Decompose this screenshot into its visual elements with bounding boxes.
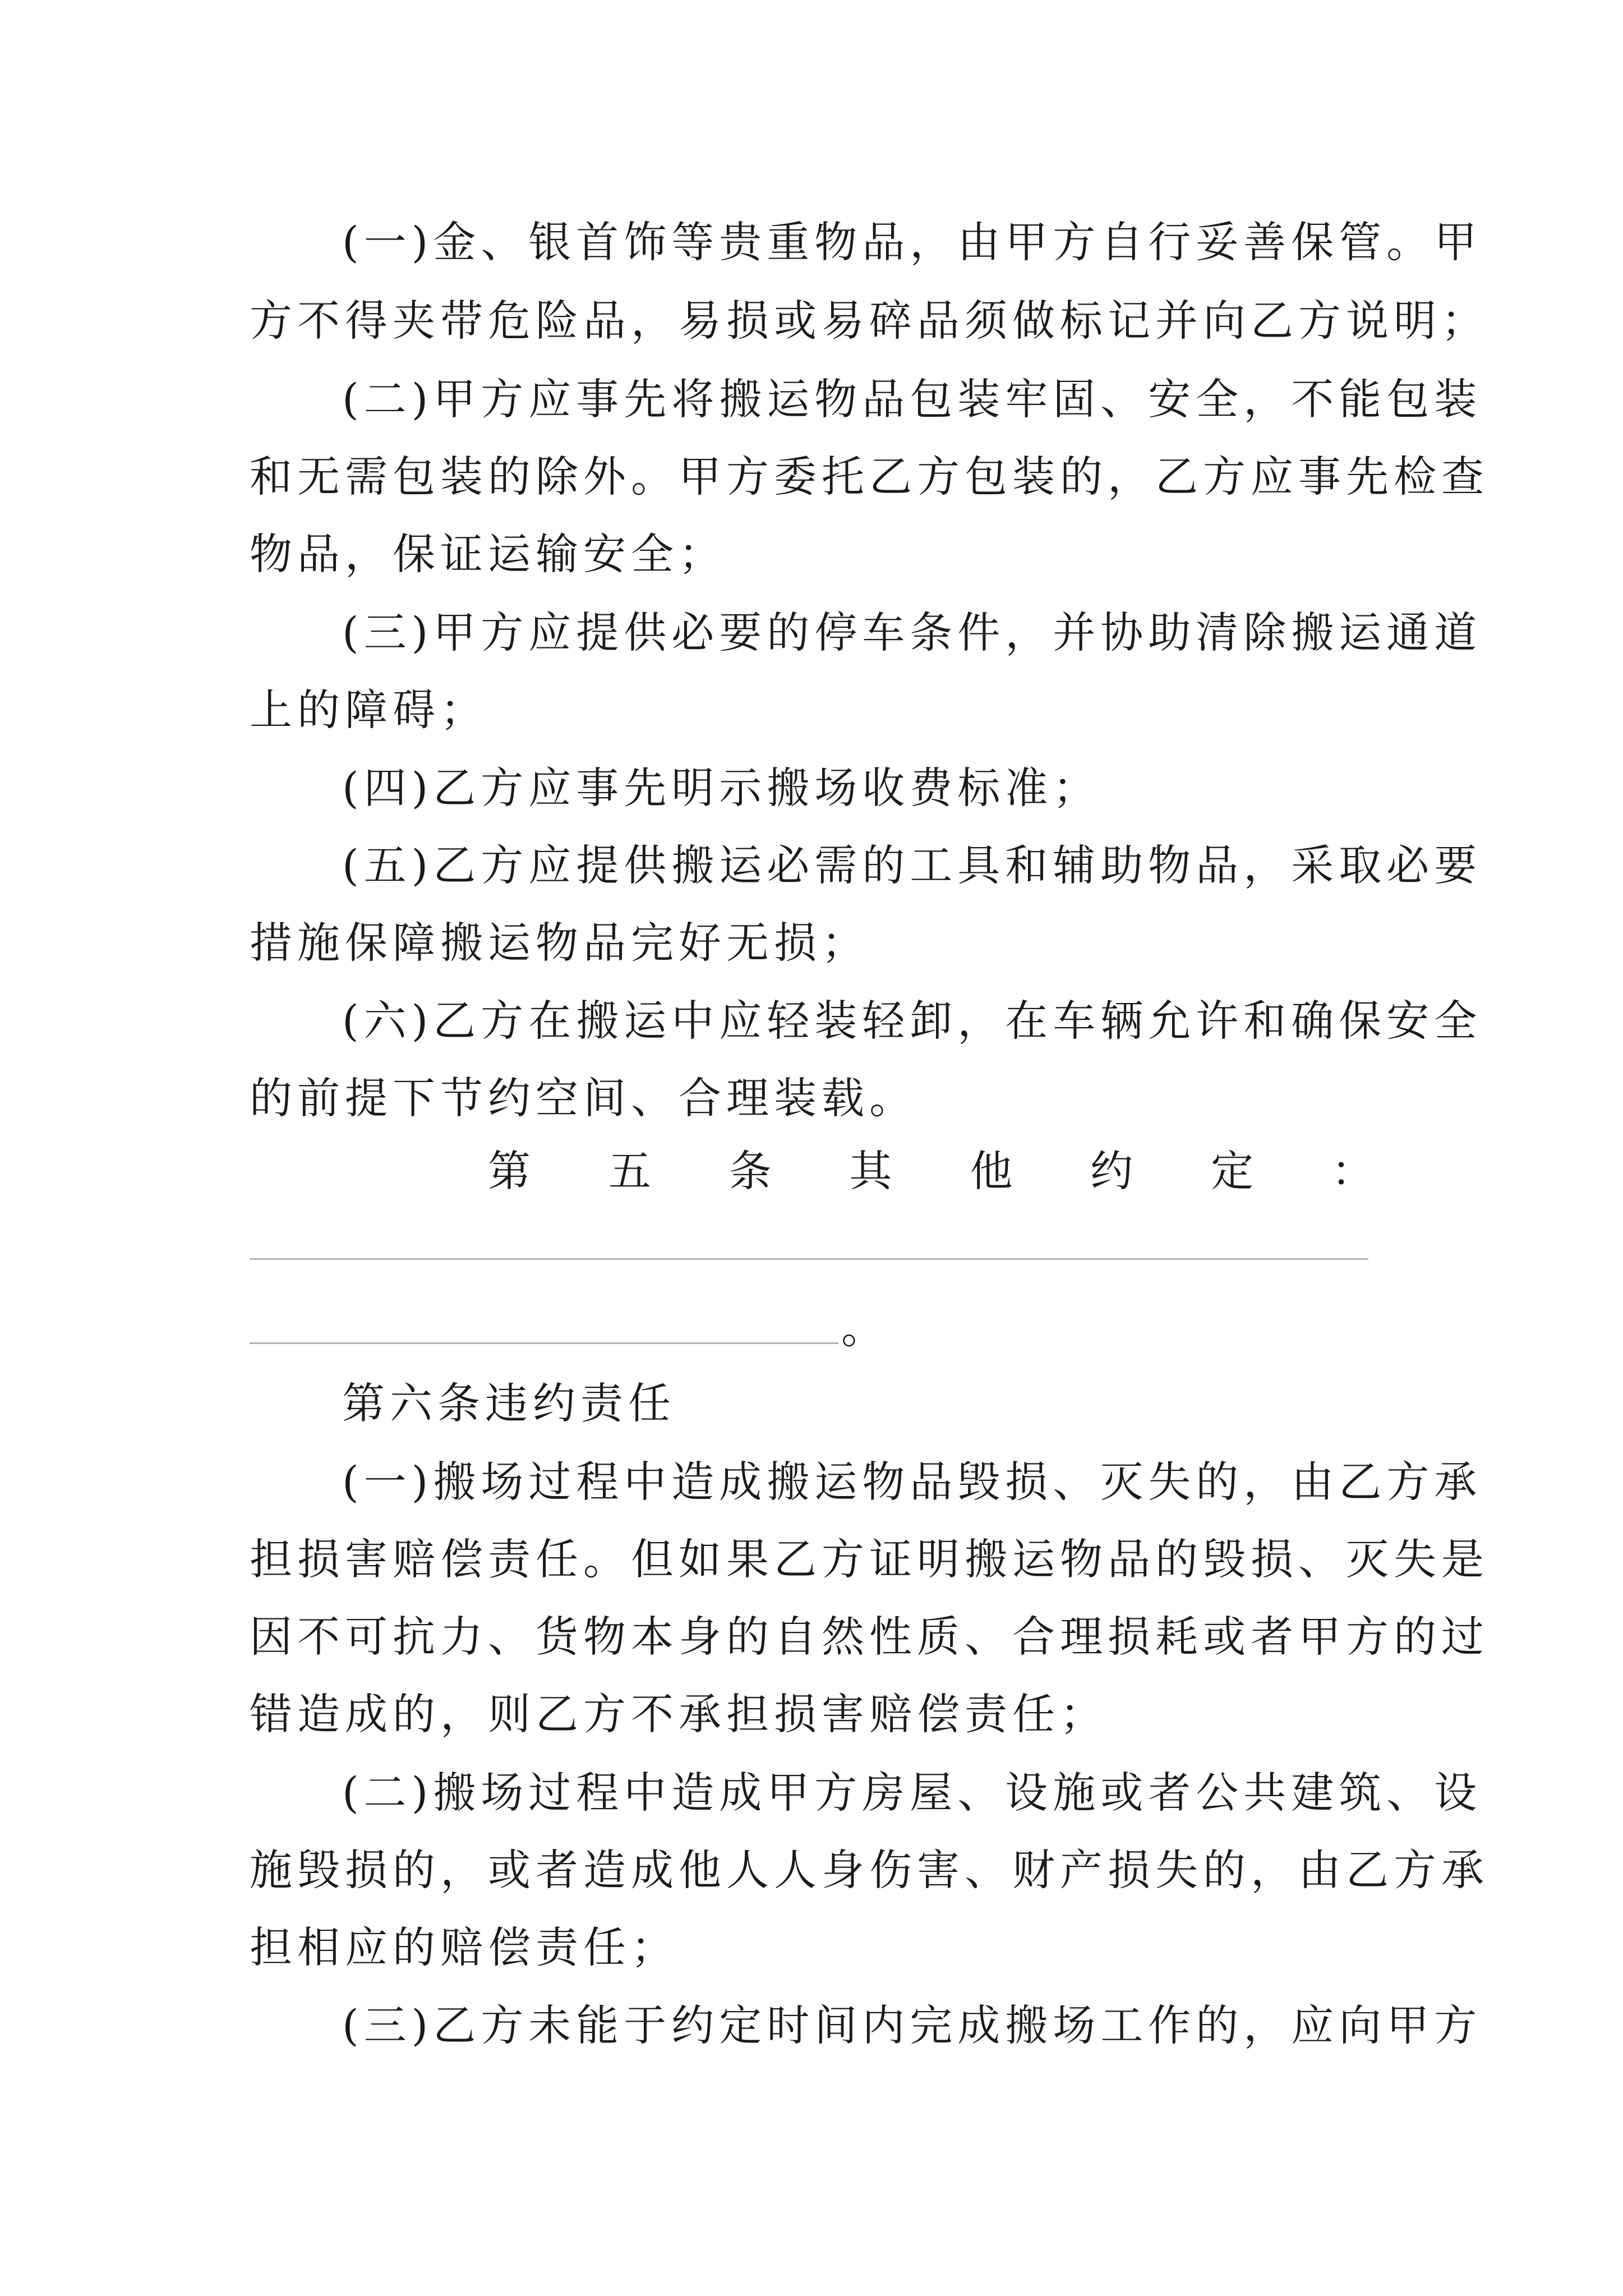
heading-char: 五 [608,1146,651,1196]
text-line: 和无需包装的除外。甲方委托乙方包装的，乙方应事先检查 [250,452,1489,501]
text-line: 的前提下节约空间、合理装载。 [250,1073,917,1123]
text-line: 因不可抗力、货物本身的自然性质、合理损耗或者甲方的过 [250,1612,1489,1662]
text-line: (一)搬场过程中造成搬运物品毁损、灭失的，由乙方承 [342,1457,1482,1507]
heading-char: ： [1331,1146,1374,1196]
heading-char: 其 [849,1146,892,1196]
heading-char: 约 [1090,1146,1133,1196]
text-line: (三)乙方未能于约定时间内完成搬场工作的，应向甲方 [342,2000,1482,2050]
text-line: 施毁损的，或者造成他人人身伤害、财产损失的，由乙方承 [250,1845,1489,1895]
heading-char: 定 [1211,1146,1254,1196]
text-line: 物品，保证运输安全； [250,529,726,579]
heading-char: 他 [970,1146,1013,1196]
text-line: (六)乙方在搬运中应轻装轻卸，在车辆允许和确保安全 [342,996,1482,1046]
period-mark: 。 [841,1303,884,1353]
text-line: 担损害赔偿责任。但如果乙方证明搬运物品的毁损、灭失是 [250,1534,1489,1584]
text-line: (一)金、银首饰等贵重物品，由甲方自行妥善保管。甲 [342,217,1482,267]
text-line: (二)甲方应事先将搬运物品包装牢固、安全，不能包装 [342,374,1482,424]
text-line: (三)甲方应提供必要的停车条件，并协助清除搬运通道 [342,608,1482,657]
fill-in-blank-line [250,1342,838,1344]
fill-in-blank-line [250,1258,1368,1260]
text-line: (二)搬场过程中造成甲方房屋、设施或者公共建筑、设 [342,1768,1482,1818]
heading-char: 条 [728,1146,772,1196]
text-line: 错造成的，则乙方不承担损害赔偿责任； [250,1689,1108,1739]
text-line: 上的障碍； [250,685,488,735]
text-line: 方不得夹带危险品，易损或易碎品须做标记并向乙方说明； [250,296,1489,346]
article-5-heading [488,1132,1374,1211]
text-line: 措施保障搬运物品完好无损； [250,918,869,968]
text-line: (五)乙方应提供搬运必需的工具和辅助物品，采取必要 [342,840,1482,890]
heading-char: 第 [488,1146,531,1196]
article-6-heading: 第六条违约责任 [342,1378,676,1428]
text-line: (四)乙方应事先明示搬场收费标准； [342,763,1101,813]
text-line: 担相应的赔偿责任； [250,1922,679,1972]
